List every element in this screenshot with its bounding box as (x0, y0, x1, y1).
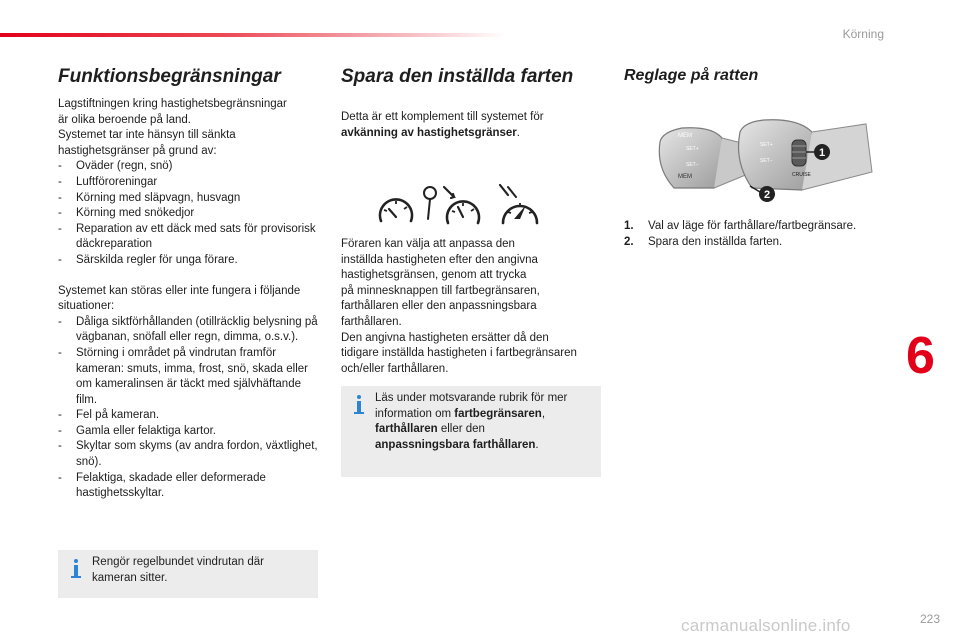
step-text: Spara den inställda farten. (648, 235, 783, 248)
list-item: - Körning med snökedjor (58, 206, 320, 222)
column-wheel-controls (624, 66, 886, 86)
page-number: 223 (919, 612, 940, 626)
controls-steps-list (624, 219, 904, 250)
mem-label-left: MEM (678, 133, 692, 139)
mem-label-left-bottom: MEM (678, 174, 692, 180)
speed-limit-memo-icon (376, 183, 438, 227)
list-item: - Dåliga siktförhållanden (otillräcklig belysning på vägbanan, snöfall eller regn, dimma, o.s.v.). (58, 315, 320, 346)
watermark: carmanualsonline.info (681, 616, 851, 635)
text-line: Den angivna hastigheten ersätter då den (341, 331, 549, 344)
info-icon (71, 559, 83, 579)
column-save-speed (341, 66, 603, 141)
section-title: Reglage på ratten (624, 67, 759, 84)
section-title: Spara den inställda farten (341, 66, 574, 87)
list-item: - Störning i området på vindrutan framför kameran: smuts, imma, frost, snö, skada eller om kameralinsen är täckt med självhäftande film. (58, 346, 320, 408)
punctuation: , (541, 407, 546, 420)
info-box-reference (341, 386, 601, 477)
step-text: Val av läge för farthållare/fartbegränsare. (648, 220, 857, 232)
chapter-number: 6 (906, 327, 935, 385)
text-line: Systemet tar inte hänsyn till sänkta (58, 129, 236, 142)
disturbance-paragraph (58, 284, 320, 315)
bold-text: anpassningsbara farthållaren (375, 438, 536, 451)
list-item: - Oväder (regn, snö) (58, 159, 320, 175)
text-line: Lagstiftningen kring hastighetsbegränsningar (58, 98, 287, 110)
icon-row (376, 183, 546, 227)
info-text-plain: eller den (437, 423, 485, 436)
text-line: hastighetsgränser på grund av: (58, 144, 217, 157)
bold-text: farthållaren (375, 423, 438, 436)
step-number: 2. (624, 235, 634, 248)
text-line: tidigare inställda hastigheten i fartbegränsaren (341, 347, 577, 360)
top-accent-bar (0, 33, 505, 37)
list-item: - Luftföroreningar (58, 175, 320, 191)
intro-paragraph (58, 97, 320, 159)
info-text: Rengör regelbundet vindrutan där kameran sitter. (92, 556, 264, 584)
list-item: - Körning med släpvagn, husvagn (58, 191, 320, 207)
bold-text: avkänning av hastighetsgränser (341, 126, 517, 139)
list-item: - Felaktiga, skadade eller deformerade hastighetsskyltar. (58, 471, 320, 502)
callout-2: 2 (763, 189, 771, 201)
text-line: Föraren kan välja att anpassa den (341, 238, 515, 250)
cruise-control-icon (494, 183, 546, 227)
speed-limiter-icon (438, 183, 488, 227)
text-line: är olika beroende på land. (58, 113, 191, 126)
list-item: - Reparation av ett däck med sats för provisorisk däckreparation (58, 222, 320, 253)
save-speed-body (341, 237, 603, 377)
info-text-plain: Läs under motsvarande rubrik för mer information om (375, 392, 568, 420)
cruise-label: CRUISE (792, 172, 811, 178)
punctuation: . (535, 438, 539, 451)
list-item: - Särskilda regler för unga förare. (58, 253, 320, 269)
text-line: farthållaren. (341, 315, 402, 328)
text-line: på minnesknappen till fartbegränsaren, (341, 284, 540, 297)
step-item (624, 235, 904, 251)
set-minus-label-right: SET− (760, 158, 773, 164)
callout-1: 1 (818, 147, 826, 159)
chapter-title: Körning (842, 27, 884, 41)
punctuation: . (516, 126, 520, 139)
list-item: - Fel på kameran. (58, 408, 320, 424)
text-line: Systemet kan störas eller inte fungera i följande (58, 284, 301, 297)
text-line: hastighetsgränsen, genom att trycka (341, 269, 527, 282)
steering-wheel-controls-figure (652, 112, 878, 208)
info-text (375, 391, 590, 453)
text-line: och/eller farthållaren. (341, 362, 449, 375)
body-paragraph (341, 237, 603, 377)
set-plus-label-right: SET+ (760, 142, 773, 148)
text-line: Detta är ett komplement till systemet för (341, 111, 544, 123)
disturbance-list (58, 315, 320, 502)
text-line: farthållaren eller den anpassningsbara (341, 300, 537, 313)
set-minus-label-left: SET− (686, 162, 699, 168)
conditions-list (58, 159, 320, 268)
text-line: inställda hastigheten efter den angivna (341, 253, 538, 266)
step-item (624, 219, 904, 235)
text-line: situationer: (58, 300, 115, 313)
bold-text: fartbegränsaren (454, 407, 542, 420)
set-plus-label-left: SET+ (686, 146, 699, 152)
info-box-windscreen (58, 550, 318, 598)
info-icon (354, 395, 366, 415)
column-limitations (58, 66, 320, 502)
intro-paragraph (341, 110, 603, 141)
section-title: Funktionsbegränsningar (58, 66, 281, 87)
list-item: - Skyltar som skyms (av andra fordon, växtlighet, snö). (58, 439, 320, 470)
list-item: - Gamla eller felaktiga kartor. (58, 424, 320, 440)
step-number: 1. (624, 220, 634, 232)
